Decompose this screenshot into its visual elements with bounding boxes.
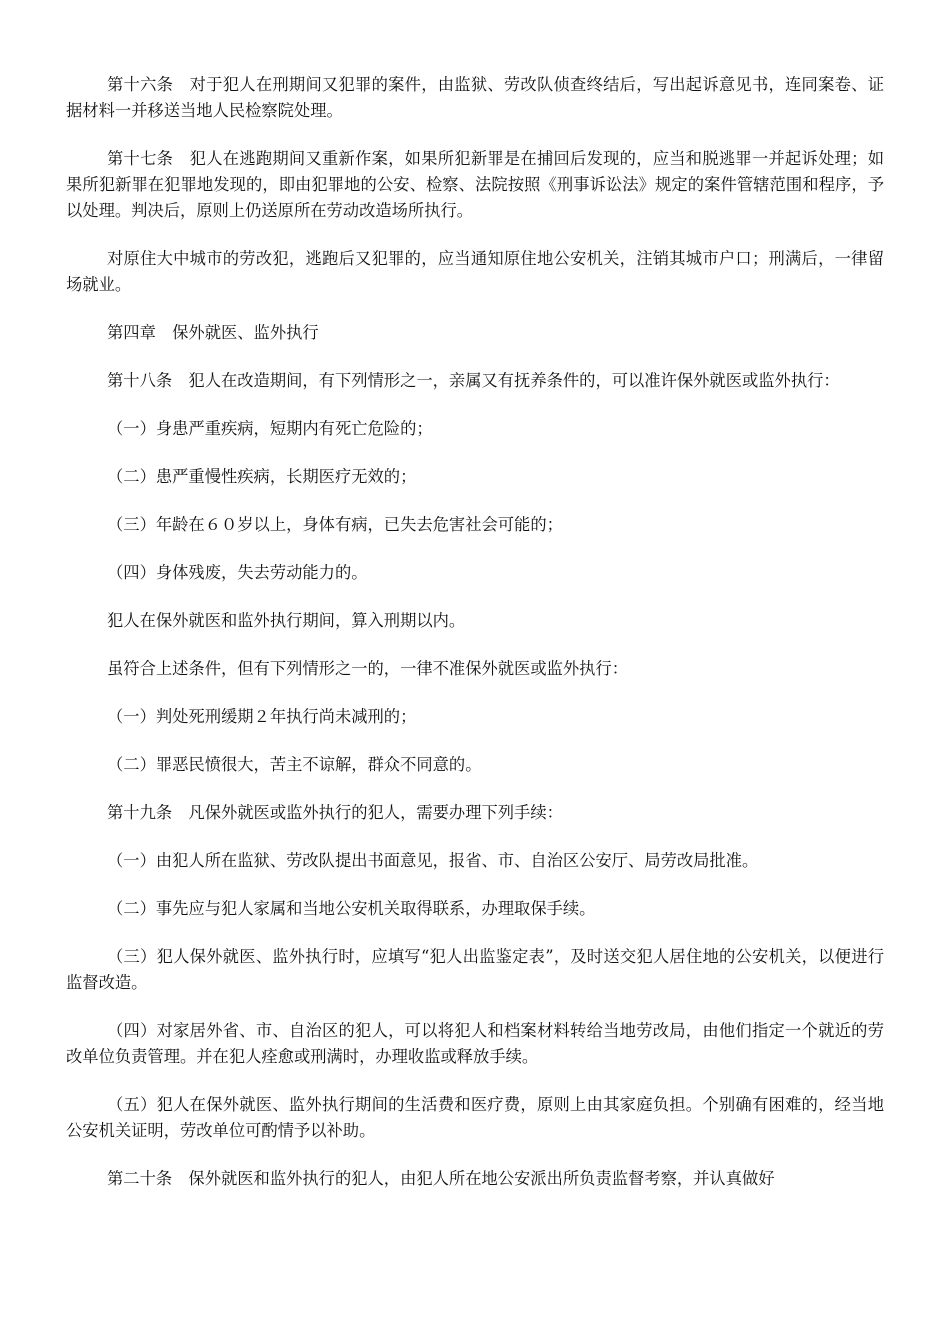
article-18-item-4: （四）身体残废，失去劳动能力的。	[107, 563, 368, 582]
article-20-paragraph: 第二十条 保外就医和监外执行的犯人，由犯人所在地公安派出所负责监督考察，并认真做好	[107, 1169, 775, 1188]
article-19-item-4: （四）对家居外省、市、自治区的犯人，可以将犯人和档案材料转给当地劳改局，由他们指定一个就近的劳改单位负责管理。并在犯人痊愈或刑满时，办理收监或释放手续。	[66, 1021, 884, 1066]
article-19-item-1: （一）由犯人所在监狱、劳改队提出书面意见，报省、市、自治区公安厅、局劳改局批准。	[107, 851, 759, 870]
article-18-item-3: （三）年龄在６０岁以上，身体有病，已失去危害社会可能的；	[107, 515, 563, 534]
article-18-paragraph: 第十八条 犯人在改造期间，有下列情形之一，亲属又有抚养条件的，可以准许保外就医或监外执行：	[107, 371, 840, 390]
article-19-item-3: （三）犯人保外就医、监外执行时，应填写“犯人出监鉴定表”，及时送交犯人居住地的公安机关，以便进行监督改造。	[66, 947, 884, 992]
article-19-paragraph: 第十九条 凡保外就医或监外执行的犯人，需要办理下列手续：	[107, 803, 563, 822]
article-18-exclusion-paragraph: 虽符合上述条件，但有下列情形之一的，一律不准保外就医或监外执行：	[107, 659, 629, 678]
article-17-paragraph: 第十七条 犯人在逃跑期间又重新作案，如果所犯新罪是在捕回后发现的，应当和脱逃罪一并起诉处理；如果所犯新罪在犯罪地发现的，即由犯罪地的公安、检察、法院按照《刑事诉讼法》规定的案件管辖范围和程序，予以处理。判决后，原则上仍送原所在劳动改造场所执行。	[66, 149, 884, 220]
article-18-exclusion-item-2: （二）罪恶民愤很大，苦主不谅解，群众不同意的。	[107, 755, 482, 774]
article-16-paragraph: 第十六条 对于犯人在刑期间又犯罪的案件，由监狱、劳改队侦查终结后，写出起诉意见书，连同案卷、证据材料一并移送当地人民检察院处理。	[66, 75, 884, 120]
article-18-sentence-term-paragraph: 犯人在保外就医和监外执行期间，算入刑期以内。	[107, 611, 466, 630]
article-18-exclusion-item-1: （一）判处死刑缓期２年执行尚未减刑的；	[107, 707, 417, 726]
article-19-item-2: （二）事先应与犯人家属和当地公安机关取得联系，办理取保手续。	[107, 899, 596, 918]
article-19-item-5: （五）犯人在保外就医、监外执行期间的生活费和医疗费，原则上由其家庭负担。个别确有困难的，经当地公安机关证明，劳改单位可酌情予以补助。	[66, 1095, 884, 1140]
chapter-4-heading: 第四章 保外就医、监外执行	[107, 323, 319, 342]
article-18-item-1: （一）身患严重疾病，短期内有死亡危险的；	[107, 419, 433, 438]
document-page	[66, 72, 884, 1192]
article-18-item-2: （二）患严重慢性疾病，长期医疗无效的；	[107, 467, 417, 486]
article-17-supplement-paragraph: 对原住大中城市的劳改犯，逃跑后又犯罪的，应当通知原住地公安机关，注销其城市户口；刑满后，一律留场就业。	[66, 249, 884, 294]
